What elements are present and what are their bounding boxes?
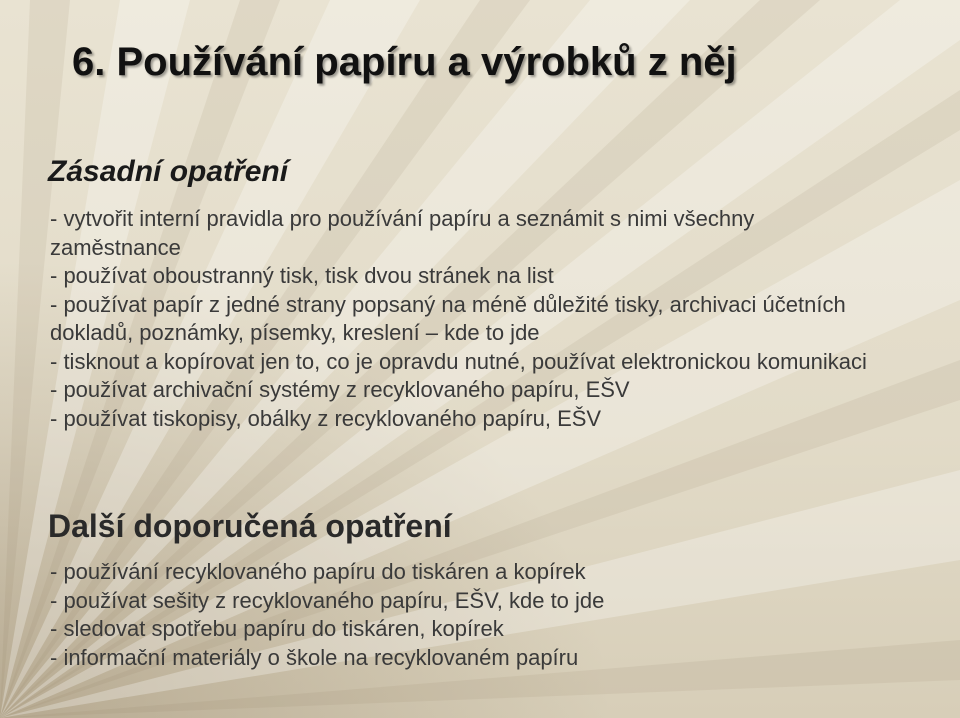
list-item: - používat oboustranný tisk, tisk dvou stránek na list xyxy=(50,263,554,288)
basic-measures-list xyxy=(50,205,890,433)
list-item: - informační materiály o škole na recyklovaném papíru xyxy=(50,644,579,670)
slide-title: 6. Používání papíru a výrobků z něj xyxy=(72,40,737,84)
list-item: - sledovat spotřebu papíru do tiskáren, kopírek xyxy=(50,616,504,641)
list-item: - používat archivační systémy z recyklovaného papíru, EŠV xyxy=(50,377,630,402)
list-item: - vytvořit interní pravidla pro používání papíru a seznámit s nimi všechny zaměstnance xyxy=(50,206,755,260)
list-item: - tisknout a kopírovat jen to, co je opravdu nutné, používat elektronickou komunikaci xyxy=(50,348,867,374)
section-heading-recommended-measures: Další doporučená opatření xyxy=(48,508,452,544)
recommended-measures-list xyxy=(50,558,890,672)
section-heading-basic-measures: Zásadní opatření xyxy=(48,155,289,188)
list-item: - používat sešity z recyklovaného papíru, EŠV, kde to jde xyxy=(50,587,605,613)
list-item: - používat tiskopisy, obálky z recyklovaného papíru, EŠV xyxy=(50,405,602,431)
list-item: - používání recyklovaného papíru do tiskáren a kopírek xyxy=(50,559,586,584)
list-item: - používat papír z jedné strany popsaný na méně důležité tisky, archivaci účetních dokladů, poznámky, písemky, kreslení – kde to jde xyxy=(50,291,846,345)
